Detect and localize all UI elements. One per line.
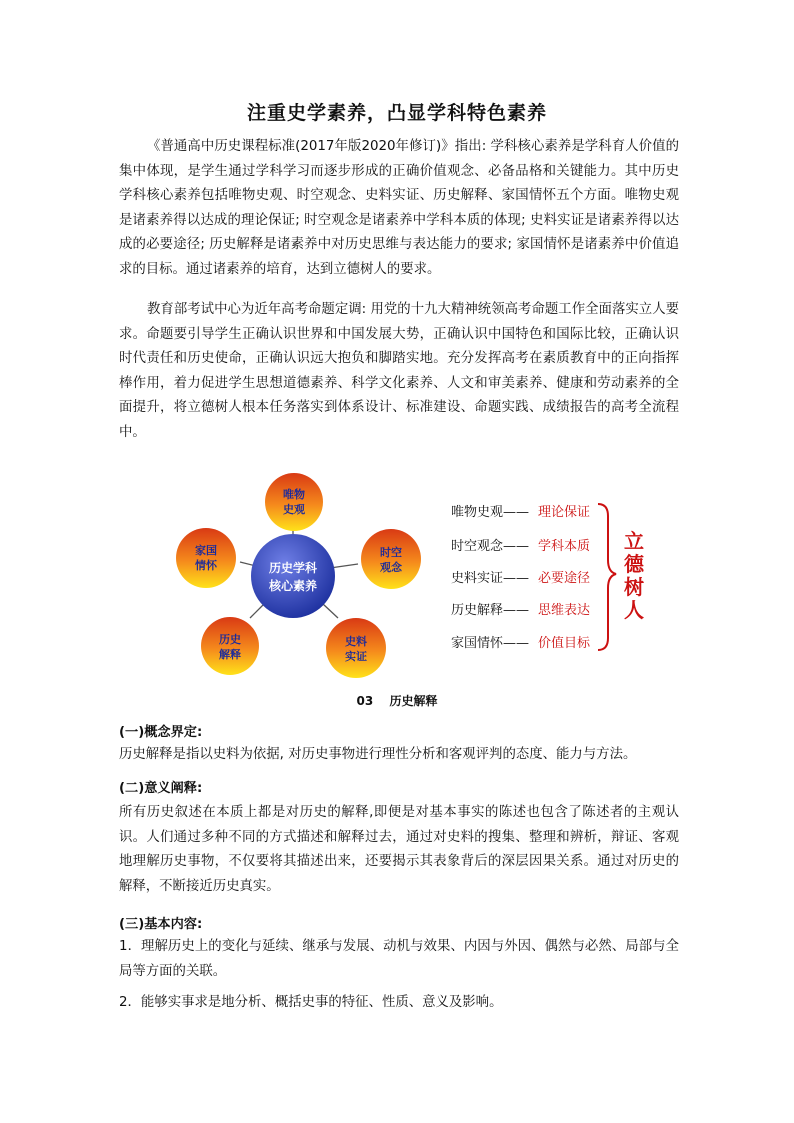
outer-label: 唯物	[283, 488, 305, 501]
mapping-right: 思维表达	[538, 603, 591, 618]
mapping-right: 价值目标	[538, 636, 591, 651]
connector-line	[323, 604, 338, 618]
outer-label: 观念	[380, 561, 402, 574]
mapping-list	[451, 504, 591, 651]
meaning-text: 所有历史叙述在本质上都是对历史的解释,即便是对基本事实的陈述也包含了陈述者的主观认识。人们通过多种不同的方式描述和解释过去，通过对史料的搜集、整理和辨析，辩证、客观地理解历史事物，不仅要将其描述出来，还要揭示其表象背后的深层因果关系。通过对历史的解释，不断接近历史真实。	[119, 805, 679, 894]
outer-label: 解释	[219, 648, 241, 661]
goal-char: 树	[624, 575, 644, 599]
caption-number: 03	[356, 694, 374, 708]
outer-label: 史观	[283, 503, 305, 516]
outer-label: 家国	[195, 544, 217, 557]
connector-line	[330, 564, 358, 568]
mapping-left: 唯物史观	[451, 505, 504, 520]
center-node	[251, 534, 335, 618]
mapping-right: 学科本质	[538, 539, 591, 554]
definition-text: 历史解释是指以史料为依据, 对历史事物进行理性分析和客观评判的态度、能力与方法。	[119, 747, 637, 762]
outer-label: 历史	[219, 633, 241, 646]
goal-text	[624, 529, 645, 622]
mapping-dash: ——	[503, 571, 529, 586]
content-item-2: 2．能够实事求是地分析、概括史事的特征、性质、意义及影响。	[119, 995, 503, 1010]
mapping-left: 家国情怀	[451, 636, 504, 651]
outer-node-spacetime	[361, 529, 421, 589]
mapping-right: 理论保证	[538, 505, 591, 520]
outer-node-materialism	[265, 473, 323, 531]
exam-paragraph: 教育部考试中心为近年高考命题定调: 用党的十九大精神统领高考命题工作全面落实立人要求。命题要引导学生正确认识世界和中国发展大势，正确认识中国特色和国际比较，正确认识时代责任和历史使命，正确认识远大抱负和脚踏实地。充分发挥高考在素质教育中的正向指挥棒作用，着力促进学生思想道德素养、科学文化素养、人文和审美素养、健康和劳动素养的全面提升，将立德树人根本任务落实到体系设计、标准建设、命题实践、成绩报告的高考全流程中。	[119, 302, 679, 440]
goal-brace	[598, 504, 616, 650]
goal-char: 人	[624, 598, 644, 622]
mapping-dash: ——	[503, 636, 529, 651]
outer-label: 时空	[380, 546, 402, 559]
content-item-1: 1．理解历史上的变化与延续、继承与发展、动机与效果、内因与外因、偶然与必然、局部与全局等方面的关联。	[119, 939, 679, 979]
goal-char: 德	[624, 552, 644, 576]
outer-node-interpretation	[201, 617, 259, 675]
section-caption	[0, 692, 794, 709]
outer-label: 史料	[345, 635, 367, 648]
mapping-dash: ——	[503, 539, 529, 554]
core-literacy-diagram	[160, 468, 644, 688]
mapping-left: 历史解释	[451, 603, 504, 618]
caption-title: 历史解释	[389, 694, 438, 708]
heading-meaning: (二)意义阐释:	[119, 781, 203, 796]
intro-paragraph: 《普通高中历史课程标准(2017年版2020年修订)》指出: 学科核心素养是学科育人价值的集中体现，是学生通过学科学习而逐步形成的正确价值观念、必备品格和关键能力。其中历史学科核心素养包括唯物史观、时空观念、史料实证、历史解释、家国情怀五个方面。唯物史观是诸素养得以达成的理论保证; 时空观念是诸素养中学科本质的体现; 史料实证是诸素养得以达成的必要途径; 历史解释是诸素养中对历史思维与表达能力的要求; 家国情怀是诸素养中价值追求的目标。通过诸素养的培育，达到立德树人的要求。	[119, 139, 679, 277]
mapping-row	[451, 570, 590, 586]
center-label: 核心素养	[268, 579, 318, 593]
mapping-left: 史料实证	[451, 571, 504, 586]
goal-char: 立	[624, 529, 644, 553]
heading-content: (三)基本内容:	[119, 917, 203, 932]
mapping-dash: ——	[503, 505, 529, 520]
outer-label: 情怀	[195, 559, 217, 572]
outer-node-evidence	[326, 618, 386, 678]
mapping-left: 时空观念	[451, 539, 504, 554]
mapping-row	[451, 635, 591, 651]
page-title: 注重史学素养，凸显学科特色素养	[246, 102, 547, 124]
center-label: 历史学科	[268, 561, 318, 575]
mapping-row	[451, 602, 590, 618]
mapping-row	[451, 538, 590, 554]
mapping-row	[451, 504, 590, 520]
mapping-right: 必要途径	[538, 571, 591, 586]
mapping-dash: ——	[503, 603, 529, 618]
heading-definition: (一)概念界定:	[119, 725, 203, 740]
connector-line	[250, 604, 264, 618]
outer-node-patriotism	[176, 528, 236, 588]
outer-label: 实证	[345, 650, 367, 663]
